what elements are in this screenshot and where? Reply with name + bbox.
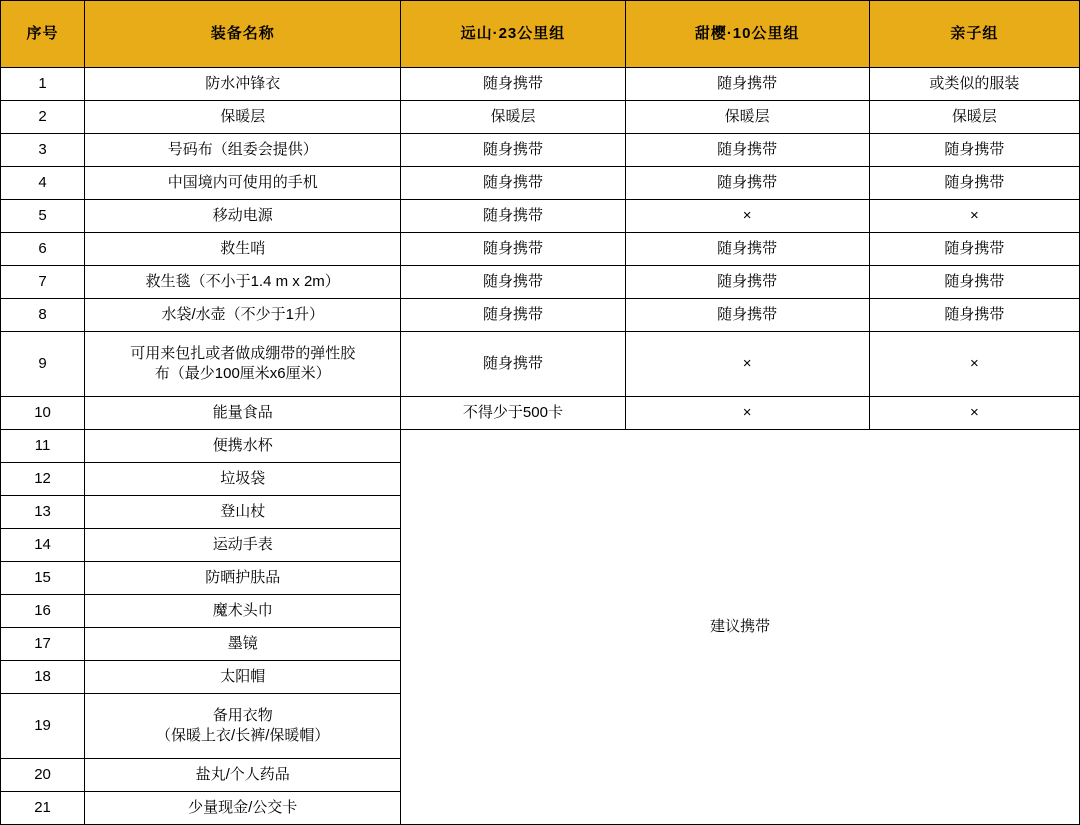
row-name: 盐丸/个人药品 bbox=[85, 759, 401, 792]
row-name: 号码布（组委会提供） bbox=[85, 134, 401, 167]
table-row bbox=[1, 167, 1080, 200]
row-index: 14 bbox=[1, 529, 85, 562]
row-name-line1: 可用来包扎或者做成绷带的弹性胶 bbox=[130, 344, 356, 362]
row-name bbox=[85, 332, 401, 397]
row-name: 太阳帽 bbox=[85, 661, 401, 694]
row-index: 18 bbox=[1, 661, 85, 694]
row-group-23km: 保暖层 bbox=[401, 101, 625, 134]
row-name: 便携水杯 bbox=[85, 430, 401, 463]
table-row bbox=[1, 101, 1080, 134]
row-name: 墨镜 bbox=[85, 628, 401, 661]
row-name-line2: （保暖上衣/长裤/保暖帽） bbox=[156, 727, 330, 744]
row-group-family: 随身携带 bbox=[869, 233, 1079, 266]
row-name-line1: 备用衣物 bbox=[212, 706, 273, 724]
row-index: 3 bbox=[1, 134, 85, 167]
row-group-family: × bbox=[869, 397, 1079, 430]
row-group-23km: 不得少于500卡 bbox=[401, 397, 625, 430]
row-group-10km: 随身携带 bbox=[625, 233, 869, 266]
row-index: 8 bbox=[1, 299, 85, 332]
row-group-10km: 随身携带 bbox=[625, 134, 869, 167]
row-name: 登山杖 bbox=[85, 496, 401, 529]
row-index: 10 bbox=[1, 397, 85, 430]
row-index: 1 bbox=[1, 68, 85, 101]
row-group-23km: 随身携带 bbox=[401, 332, 625, 397]
row-index: 21 bbox=[1, 792, 85, 825]
row-group-family: 随身携带 bbox=[869, 299, 1079, 332]
row-index: 20 bbox=[1, 759, 85, 792]
row-index: 16 bbox=[1, 595, 85, 628]
row-index: 2 bbox=[1, 101, 85, 134]
row-group-23km: 随身携带 bbox=[401, 200, 625, 233]
table-row bbox=[1, 299, 1080, 332]
row-name: 少量现金/公交卡 bbox=[85, 792, 401, 825]
table-row bbox=[1, 200, 1080, 233]
row-group-family: 随身携带 bbox=[869, 134, 1079, 167]
header-index: 序号 bbox=[1, 1, 85, 68]
row-group-23km: 随身携带 bbox=[401, 299, 625, 332]
row-name: 救生哨 bbox=[85, 233, 401, 266]
row-name bbox=[85, 694, 401, 759]
header-group-family: 亲子组 bbox=[869, 1, 1079, 68]
row-name: 救生毯（不小于1.4 m x 2m） bbox=[85, 266, 401, 299]
row-group-10km: × bbox=[625, 397, 869, 430]
table-row bbox=[1, 266, 1080, 299]
row-name: 防晒护肤品 bbox=[85, 562, 401, 595]
row-group-10km: 随身携带 bbox=[625, 68, 869, 101]
row-group-23km: 随身携带 bbox=[401, 167, 625, 200]
header-group-23km: 远山·23公里组 bbox=[401, 1, 625, 68]
row-name: 移动电源 bbox=[85, 200, 401, 233]
row-name: 能量食品 bbox=[85, 397, 401, 430]
row-index: 15 bbox=[1, 562, 85, 595]
header-equipment-name: 装备名称 bbox=[85, 1, 401, 68]
table-row bbox=[1, 134, 1080, 167]
row-name-line2: 布（最少100厘米x6厘米） bbox=[154, 365, 331, 382]
table-row bbox=[1, 397, 1080, 430]
row-group-10km: 随身携带 bbox=[625, 167, 869, 200]
row-index: 12 bbox=[1, 463, 85, 496]
row-index: 7 bbox=[1, 266, 85, 299]
row-group-10km: 随身携带 bbox=[625, 266, 869, 299]
table-row bbox=[1, 430, 1080, 463]
row-group-23km: 随身携带 bbox=[401, 266, 625, 299]
row-group-23km: 随身携带 bbox=[401, 68, 625, 101]
row-group-10km: × bbox=[625, 200, 869, 233]
row-name: 保暖层 bbox=[85, 101, 401, 134]
row-group-family: × bbox=[869, 332, 1079, 397]
table-row bbox=[1, 233, 1080, 266]
row-name: 中国境内可使用的手机 bbox=[85, 167, 401, 200]
table-row bbox=[1, 332, 1080, 397]
row-index: 17 bbox=[1, 628, 85, 661]
table-header-row bbox=[1, 1, 1080, 68]
row-name: 水袋/水壶（不少于1升） bbox=[85, 299, 401, 332]
row-name: 垃圾袋 bbox=[85, 463, 401, 496]
row-index: 4 bbox=[1, 167, 85, 200]
header-group-10km: 甜樱·10公里组 bbox=[625, 1, 869, 68]
row-index: 6 bbox=[1, 233, 85, 266]
row-group-family: 保暖层 bbox=[869, 101, 1079, 134]
row-group-10km: 随身携带 bbox=[625, 299, 869, 332]
suggested-items-note: 建议携带 bbox=[401, 430, 1080, 825]
row-index: 13 bbox=[1, 496, 85, 529]
table-row bbox=[1, 68, 1080, 101]
row-index: 19 bbox=[1, 694, 85, 759]
row-group-family: × bbox=[869, 200, 1079, 233]
row-index: 5 bbox=[1, 200, 85, 233]
row-group-10km: 保暖层 bbox=[625, 101, 869, 134]
row-group-23km: 随身携带 bbox=[401, 233, 625, 266]
row-name: 防水冲锋衣 bbox=[85, 68, 401, 101]
row-index: 9 bbox=[1, 332, 85, 397]
row-group-family: 随身携带 bbox=[869, 167, 1079, 200]
row-group-23km: 随身携带 bbox=[401, 134, 625, 167]
row-name: 运动手表 bbox=[85, 529, 401, 562]
row-group-10km: × bbox=[625, 332, 869, 397]
row-group-family: 或类似的服装 bbox=[869, 68, 1079, 101]
row-name: 魔术头巾 bbox=[85, 595, 401, 628]
row-group-family: 随身携带 bbox=[869, 266, 1079, 299]
row-index: 11 bbox=[1, 430, 85, 463]
